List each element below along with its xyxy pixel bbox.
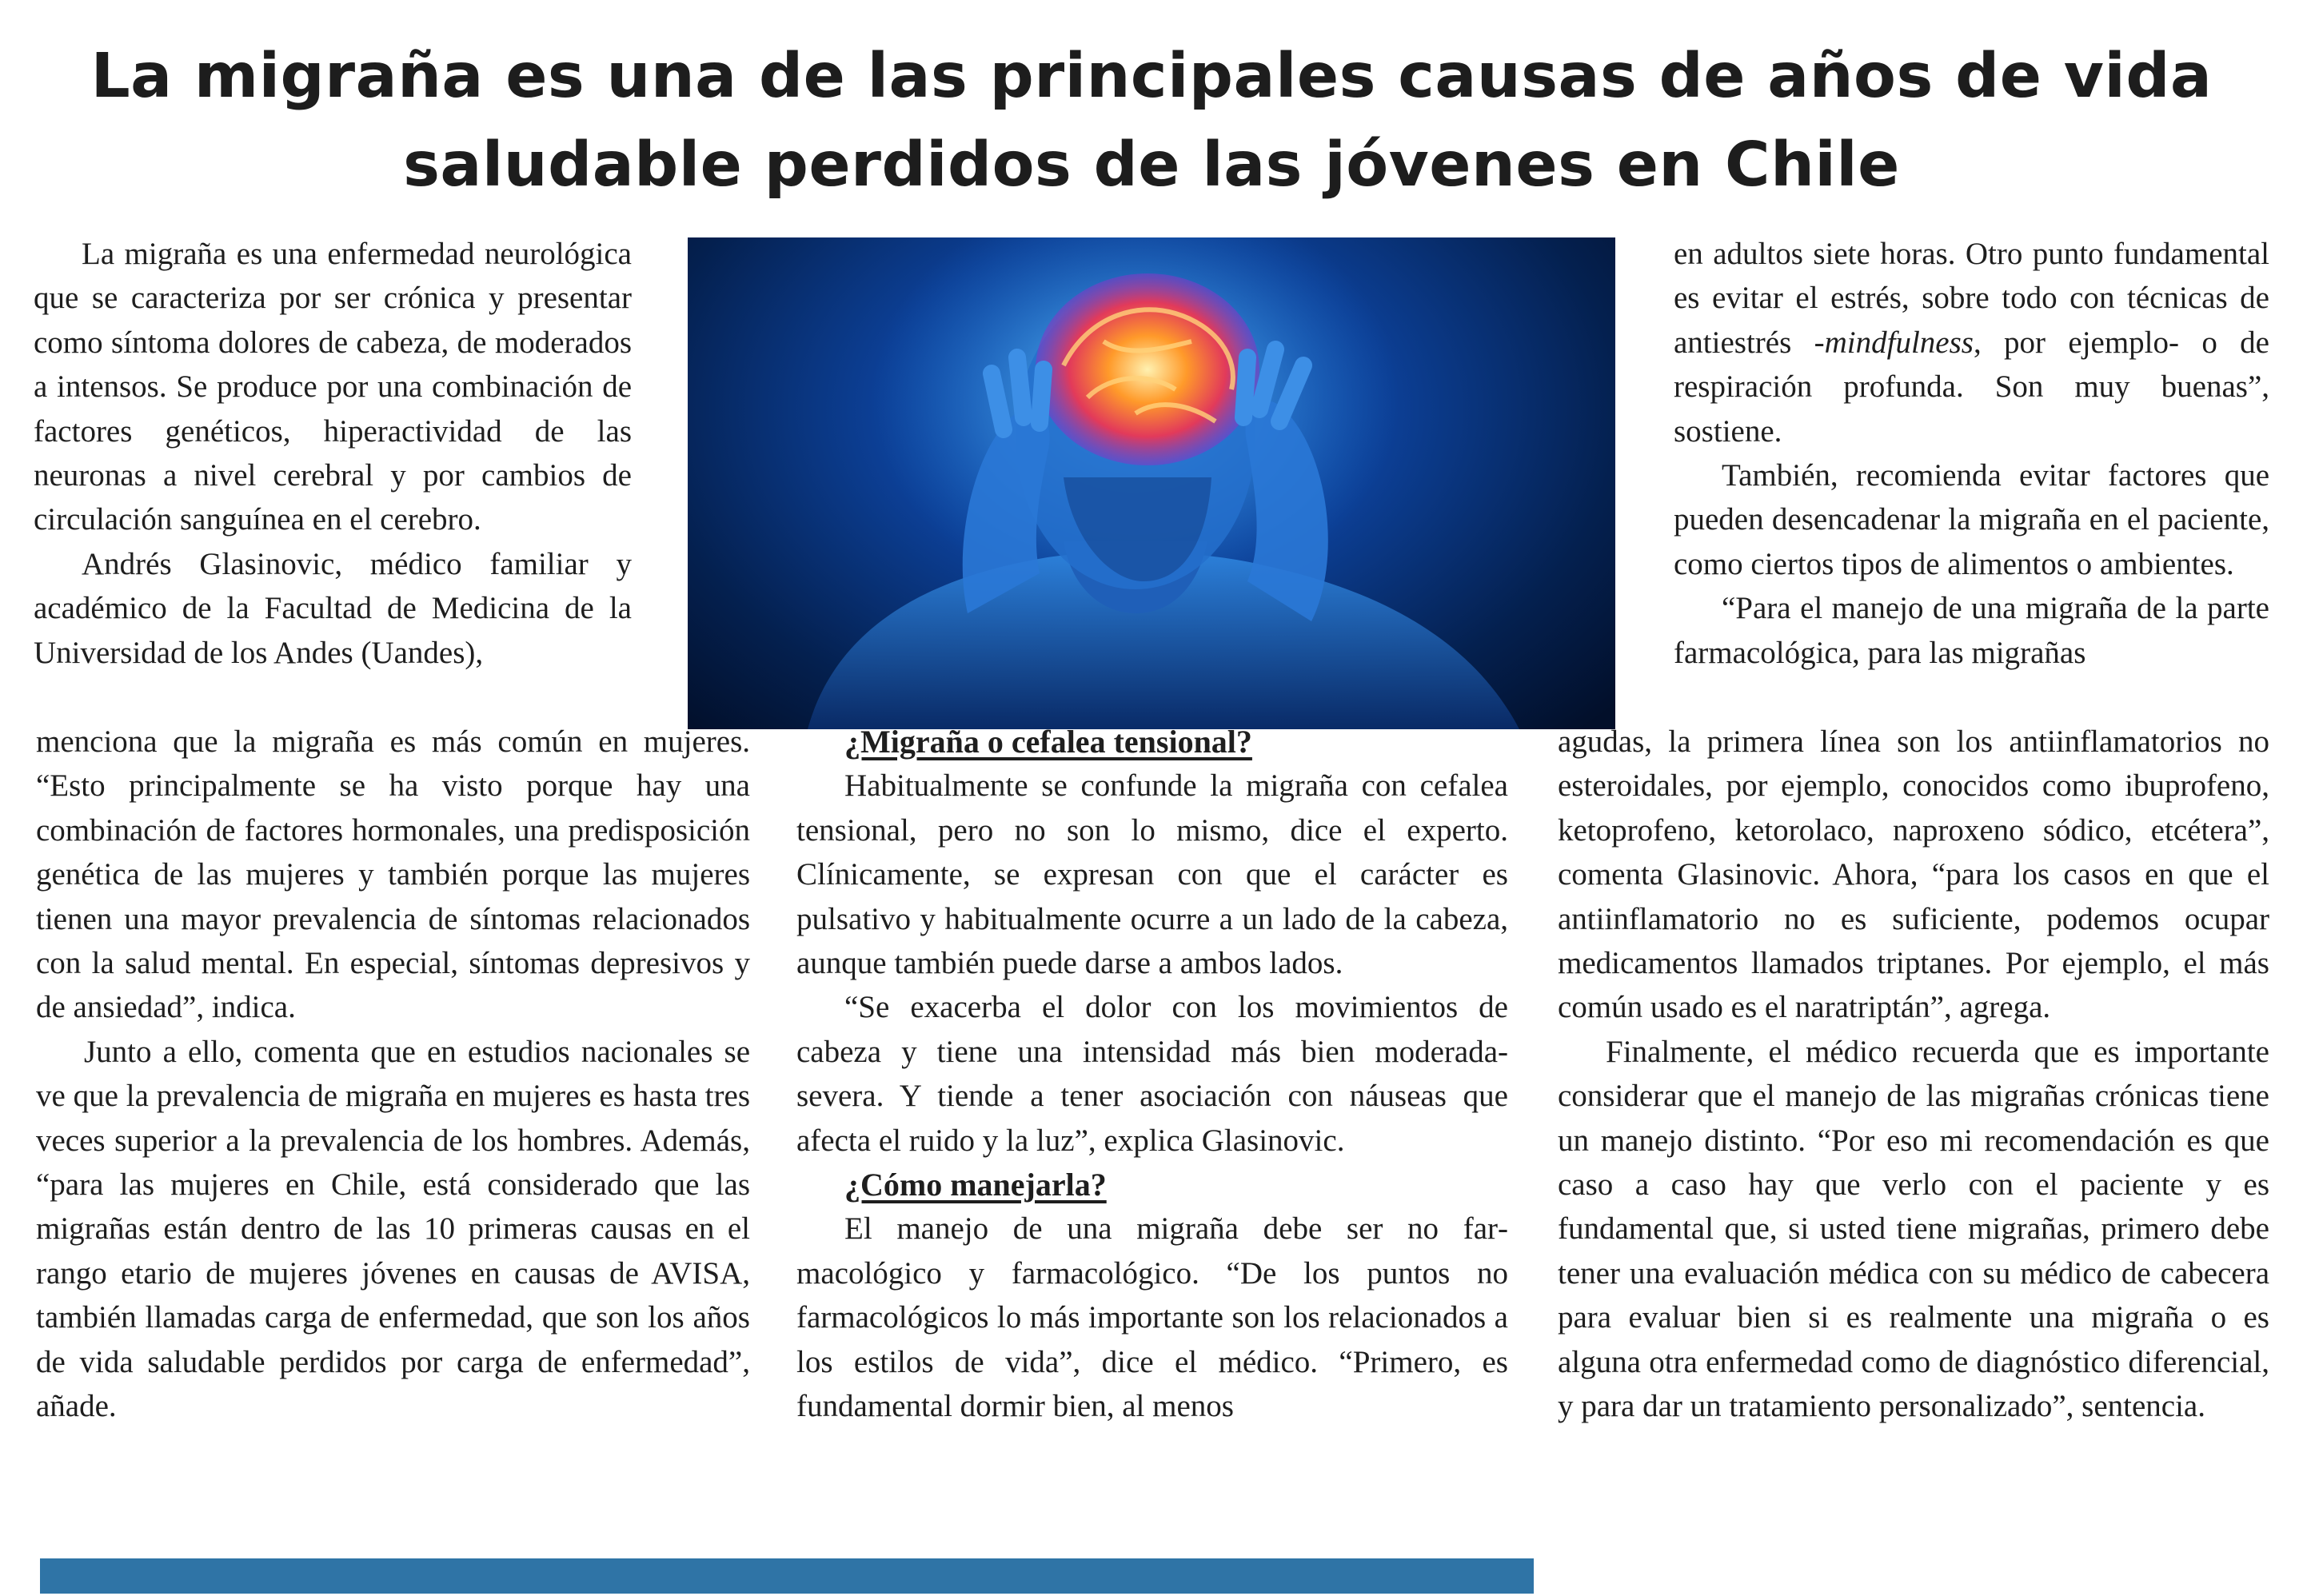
column-middle [796,720,1508,1429]
paragraph: Habitualmente se confunde la migraña con cefalea tensional, pero no son lo mismo, dice el experto. Clínicamente, se expresan con que el carácter es pulsativo y habitualmente ocurre a un lado de la cabeza, aunque también puede darse a ambos lados. [796,768,1508,981]
subheading: ¿Migraña o cefalea tensional? [844,724,1252,760]
text-run: , por ejemplo- o de respiración profunda. Son muy buenas”, sostiene. [1674,325,2269,449]
text-run-italic: mindfulness [1824,325,1974,360]
paragraph: Andrés Glasinovic, médico familiar y académico de la Facultad de Medicina de la Universidad de los Andes (Uandes), [34,546,632,670]
paragraph: Finalmente, el médico recuerda que es importante considerar que el manejo de las migrañas crónicas tiene un manejo distinto. “Por eso mi recomendación es que caso a caso hay que verlo con el paciente y es fundamental que, si usted tiene migrañas, primero debe tener una evaluación médica con su médico de cabecera para evaluar bien si es realmente una migraña o es alguna otra enfermedad como de diagnóstico diferencial, y para dar un tratamiento personalizado”, sentencia. [1558,1034,2269,1424]
paragraph [1674,232,2269,453]
column-left-top [34,232,632,675]
paragraph: Junto a ello, comenta que en estudios nacionales se ve que la prevalencia de migraña en mujeres es hasta tres veces superior a la prevalencia de los hombres. Además, “para las mujeres en Chile, está considerado que las migrañas están dentro de las 10 primeras causas en el rango etario de mujeres jóvenes en causas de AVISA, también llamadas carga de enfermedad, que son los años de vida saludable perdidos por carga de enfermedad”, añade. [36,1034,750,1424]
migraine-brain-illustration [688,237,1615,729]
footer-bar [40,1558,1534,1594]
paragraph: “Para el manejo de una migraña de la parte farmacológica, para las migrañas [1674,591,2269,670]
column-right-top [1674,232,2269,675]
article-headline: La migraña es una de las principales causas de años de vida saludable perdidos de las jóvenes en Chile [90,41,2213,201]
column-left-bottom [36,720,750,1429]
text-run: en adultos siete horas. Otro punto fundamental es evitar el estrés, sobre todo con técnicas de antiestrés - [1674,237,2269,360]
column-right-bottom [1558,720,2269,1429]
paragraph: El manejo de una migraña debe ser no farmacológico y farmacológico. “De los puntos no farmacológicos lo más importante son los relacionados a los estilos de vida”, dice el médico. “Primero, es fundamental dormir bien, al menos [796,1211,1508,1424]
subheading: ¿Cómo manejarla? [844,1167,1107,1203]
paragraph: agudas, la primera línea son los antiinflamatorios no esteroidales, por ejemplo, conocidos como ibuprofeno, ketoprofeno, ketorolaco, naproxeno sódico, etcétera”, comenta Glasinovic. Ahora, “para los casos en que el antiinflamatorio no es suficiente, podemos ocupar medicamentos llamados triptanes. Por ejemplo, el más común usado es el naratriptán”, agrega. [1558,724,2269,1025]
paragraph: “Se exacerba el dolor con los movimientos de cabeza y tiene una intensidad más bien moderada-severa. Y tiende a tener asociación con náuseas que afecta el ruido y la luz”, explica Glasinovic. [796,990,1508,1158]
paragraph: La migraña es una enfermedad neurológica que se caracteriza por ser crónica y presentar como síntoma dolores de cabeza, de moderados a intensos. Se produce por una combinación de factores genéticos, hiperactividad de las neuronas a nivel cerebral y por cambios de circulación sanguínea en el cerebro. [34,237,632,537]
paragraph: También, recomienda evitar factores que pueden desencadenar la migraña en el paciente, como ciertos tipos de alimentos o ambientes. [1674,458,2269,581]
paragraph: menciona que la migraña es más común en mujeres. “Esto principalmente se ha visto porque hay una combinación de factores hormonales, una predisposición genética de las mujeres y también porque las mujeres tienen una mayor prevalencia de síntomas relacionados con la salud mental. En especial, síntomas depresivos y de ansiedad”, indica. [36,724,750,1025]
